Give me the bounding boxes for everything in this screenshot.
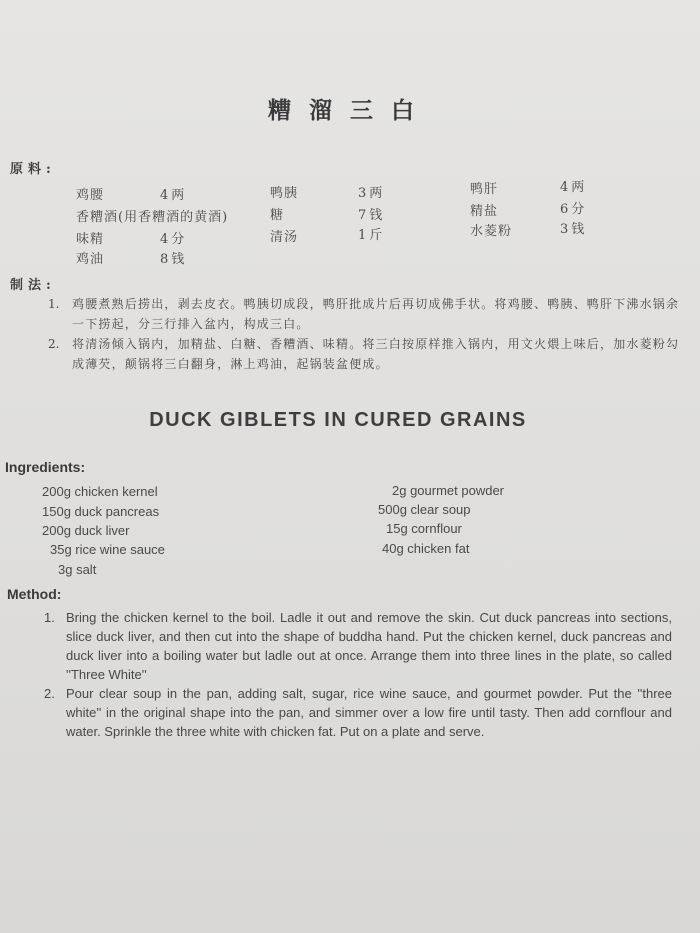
cn-step	[48, 294, 688, 334]
chinese-method-steps	[48, 294, 688, 374]
en-ingredient: 3g salt	[58, 562, 97, 577]
cn-step-number: 2.	[48, 337, 60, 351]
cn-ingredient-name: 鸡油	[76, 252, 105, 267]
cn-ingredient-name: 鸡腰	[76, 188, 105, 203]
english-method-steps	[44, 608, 672, 741]
en-ingredient: 2g gourmet powder	[392, 483, 505, 498]
cn-ingredient-qty: 4分	[160, 232, 188, 247]
cn-ingredient-qty: 4两	[160, 188, 188, 203]
cn-ingredient-name: 味精	[76, 232, 105, 247]
cn-step-number: 1.	[48, 297, 60, 311]
cn-ingredient-name: 鸭肝	[470, 182, 499, 197]
english-method-label: Method:	[7, 586, 62, 602]
en-ingredient: 500g clear soup	[378, 502, 471, 517]
cn-ingredient-qty: 3钱	[560, 222, 588, 237]
cn-ingredient-qty: 4两	[560, 180, 588, 195]
en-ingredient: 200g chicken kernel	[42, 484, 158, 499]
cn-ingredient-qty: 3两	[358, 186, 386, 201]
en-ingredient: 15g cornflour	[386, 521, 462, 536]
cn-ingredient-name: 水菱粉	[470, 224, 513, 239]
en-ingredient: 40g chicken fat	[382, 541, 470, 556]
cn-ingredient-qty: 1斤	[358, 228, 386, 243]
cn-ingredient-name: 糖	[270, 208, 285, 223]
chinese-title: 糟溜三白	[268, 97, 432, 124]
en-step-text: Bring the chicken kernel to the boil. Ladle it out and remove the skin. Cut duck pancreas into sections, slice duck liver, and then cut into the shape of buddha hand. Put the chicken kernel, duck pancreas and duck liver into a boiling water but ladle out at once. Arrange them into three lines in the plate, so called ''Three White''	[66, 610, 672, 682]
cn-step	[48, 334, 688, 374]
chinese-ingredients-label: 原料:	[10, 162, 56, 177]
cn-ingredient-qty: 7钱	[358, 208, 386, 223]
cn-ingredient-name: 清汤	[270, 230, 299, 245]
cn-ingredient-name: 香糟酒(用香糟酒的黄酒)	[76, 210, 229, 225]
en-ingredient: 35g rice wine sauce	[50, 542, 165, 557]
cn-ingredient-qty: 8钱	[160, 252, 188, 267]
english-title: DUCK GIBLETS IN CURED GRAINS	[149, 409, 527, 431]
en-step-number: 1.	[44, 610, 55, 625]
cn-step-text: 将清汤倾入锅内，加精盐、白糖、香糟酒、味精。将三白按原样推入锅内，用文火煨上味后，加水菱粉勾成薄芡，颠锅将三白翻身，淋上鸡油，起锅装盆便成。	[72, 337, 680, 371]
cn-step-text: 鸡腰煮熟后捞出，剥去皮衣。鸭胰切成段，鸭肝批成片后再切成佛手状。将鸡腰、鸭胰、鸭肝下沸水锅余一下捞起，分三行排入盆内，构成三白。	[72, 297, 680, 331]
english-ingredients-label: Ingredients:	[5, 459, 86, 475]
en-step-number: 2.	[44, 686, 55, 701]
en-step	[44, 608, 672, 684]
cn-ingredient-name: 精盐	[470, 204, 499, 219]
en-step-text: Pour clear soup in the pan, adding salt, sugar, rice wine sauce, and gourmet powder. Put the ''three white'' in the original shape into the pan, and simmer over a low fire until tasty. Then add cornflour and water. Sprinkle the three white with chicken fat. Put on a plate and serve.	[66, 686, 672, 739]
en-ingredient: 150g duck pancreas	[42, 504, 160, 519]
en-ingredient: 200g duck liver	[42, 523, 130, 538]
cn-ingredient-name: 鸭胰	[270, 186, 299, 201]
en-step	[44, 684, 672, 741]
chinese-method-label: 制法:	[10, 278, 56, 293]
cn-ingredient-qty: 6分	[560, 202, 588, 217]
